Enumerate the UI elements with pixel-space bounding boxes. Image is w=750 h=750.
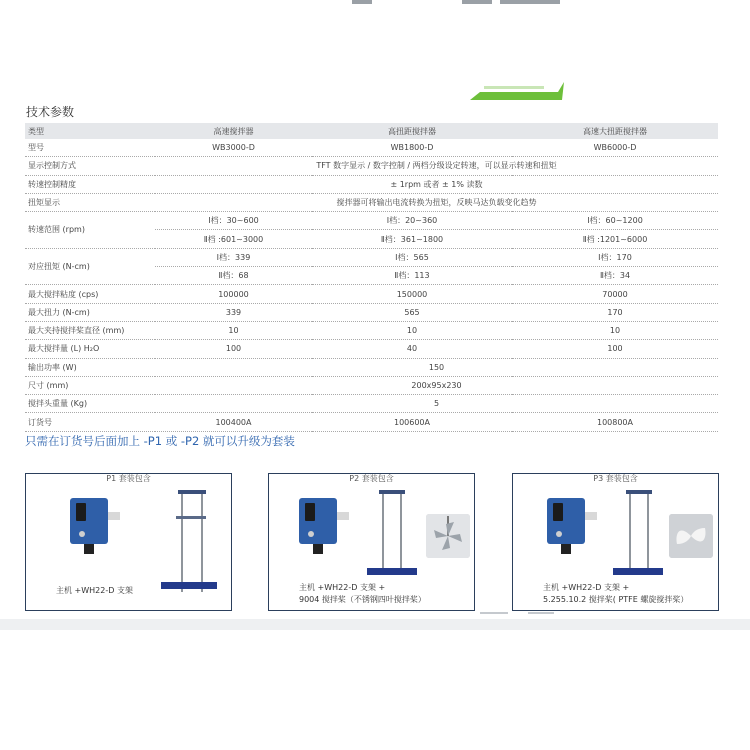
table-row (25, 395, 718, 413)
upgrade-note: 只需在订货号后面加上 -P1 或 -P2 就可以升级为套装 (25, 434, 295, 448)
cell: Ⅱ档 :601~3000 (155, 230, 312, 248)
package-title: P2 套装包含 (342, 474, 400, 483)
stand-pole (629, 492, 631, 574)
cell: WB1800-D (312, 139, 512, 157)
cell: 70000 (512, 285, 718, 303)
stand-base (613, 568, 663, 575)
package-box-p2 (268, 473, 475, 611)
cell: Ⅰ档：565 (312, 248, 512, 266)
cell: 150000 (312, 285, 512, 303)
table-row (25, 157, 718, 175)
cell: 搅拌器可将输出电流转换为扭矩，反映马达负载变化趋势 (155, 193, 718, 211)
decorative-green-wedge (468, 78, 564, 102)
top-cropped-strip (0, 0, 750, 8)
spec-table (25, 123, 718, 432)
table-row (25, 303, 718, 321)
cell: TFT 数字显示 / 数字控制 / 两档分级设定转速，可以显示转速和扭矩 (155, 157, 718, 175)
row-label: 最大搅拌量 (L) H₂O (25, 340, 155, 358)
cell: 10 (312, 321, 512, 339)
row-label: 扭矩显示 (25, 193, 155, 211)
stirrer-controller-image (70, 498, 108, 544)
cell: WB6000-D (512, 139, 718, 157)
package-title: P3 套装包含 (586, 474, 644, 483)
cell: 100000 (155, 285, 312, 303)
cell: WB3000-D (155, 139, 312, 157)
stand-top-bar (626, 490, 652, 494)
stand-top-bar (379, 490, 405, 494)
cell: 339 (155, 303, 312, 321)
caption-line: 主机 +WH22-D 支架 + (299, 583, 386, 592)
package-title: P1 套装包含 (99, 474, 157, 483)
motor-shaft (84, 544, 94, 554)
package-caption (299, 582, 426, 606)
cell: 100800A (512, 413, 718, 431)
package-caption: 主机 +WH22-D 支架 (56, 586, 133, 595)
cell: ± 1rpm 或者 ± 1% 读数 (155, 175, 718, 193)
table-row (25, 139, 718, 157)
package-caption (543, 582, 688, 606)
cell: 100 (512, 340, 718, 358)
section-title: 技术参数 (26, 105, 75, 119)
cell: 170 (512, 303, 718, 321)
package-box-p1 (25, 473, 232, 611)
caption-line: 9004 搅拌桨（不锈钢四叶搅拌桨） (299, 595, 426, 604)
table-row (25, 358, 718, 376)
bottom-strip-mark (528, 612, 554, 614)
row-label: 最大扭力 (N-cm) (25, 303, 155, 321)
cell: Ⅰ档：60~1200 (512, 212, 718, 230)
caption-line: 5.255.10.2 搅拌桨( PTFE 螺旋搅拌桨） (543, 595, 689, 604)
cell: 200x95x230 (155, 376, 718, 394)
header-model-2: 高扭距搅拌器 (312, 123, 512, 139)
row-label: 转速范围 (rpm) (25, 212, 155, 249)
cell: 10 (512, 321, 718, 339)
row-label: 输出功率 (W) (25, 358, 155, 376)
header-type: 类型 (25, 123, 155, 139)
caption-line: 主机 +WH22-D 支架 + (543, 583, 630, 592)
bottom-band (0, 619, 750, 630)
bottom-strip-mark (480, 612, 508, 614)
cell: Ⅰ档：170 (512, 248, 718, 266)
four-blade-propeller-image (426, 514, 470, 558)
row-label: 转速控制精度 (25, 175, 155, 193)
cell: Ⅱ档：34 (512, 267, 718, 285)
cell: Ⅱ档：68 (155, 267, 312, 285)
cell: 5 (155, 395, 718, 413)
cell: Ⅱ档 :1201~6000 (512, 230, 718, 248)
row-label: 尺寸 (mm) (25, 376, 155, 394)
ptfe-propeller-image (669, 514, 713, 558)
cell: Ⅱ档：361~1800 (312, 230, 512, 248)
cell: 10 (155, 321, 312, 339)
motor-shaft (561, 544, 571, 554)
stirrer-controller-image (547, 498, 585, 544)
table-row (25, 193, 718, 211)
row-label: 最大搅拌粘度 (cps) (25, 285, 155, 303)
cell: 40 (312, 340, 512, 358)
cell: 150 (155, 358, 718, 376)
cell: 565 (312, 303, 512, 321)
table-row (25, 285, 718, 303)
cell: 100600A (312, 413, 512, 431)
row-label: 型号 (25, 139, 155, 157)
table-row (25, 340, 718, 358)
stand-base (161, 582, 217, 589)
table-row (25, 413, 718, 431)
stand-pole (400, 492, 402, 574)
stirrer-controller-image (299, 498, 337, 544)
stand-pole (181, 492, 183, 592)
motor-shaft (313, 544, 323, 554)
stand-pole (382, 492, 384, 574)
row-label: 搅拌头重量 (Kg) (25, 395, 155, 413)
stand-crossbar (176, 516, 206, 519)
stand-top-bar (178, 490, 206, 494)
cell: Ⅰ档：20~360 (312, 212, 512, 230)
stand-pole (201, 492, 203, 592)
table-row (25, 212, 718, 230)
table-row (25, 321, 718, 339)
header-model-3: 高速大扭距搅拌器 (512, 123, 718, 139)
cell: Ⅱ档：113 (312, 267, 512, 285)
row-label: 对应扭矩 (N-cm) (25, 248, 155, 285)
cell: 100400A (155, 413, 312, 431)
row-label: 最大夹持搅拌桨直径 (mm) (25, 321, 155, 339)
table-row (25, 248, 718, 266)
stand-base (367, 568, 417, 575)
header-model-1: 高速搅拌器 (155, 123, 312, 139)
package-box-p3 (512, 473, 719, 611)
table-header-row (25, 123, 718, 139)
table-row (25, 376, 718, 394)
stand-pole (647, 492, 649, 574)
row-label: 订货号 (25, 413, 155, 431)
row-label: 显示控制方式 (25, 157, 155, 175)
cell: Ⅰ档：30~600 (155, 212, 312, 230)
cell: 100 (155, 340, 312, 358)
cell: Ⅰ档：339 (155, 248, 312, 266)
table-row (25, 175, 718, 193)
